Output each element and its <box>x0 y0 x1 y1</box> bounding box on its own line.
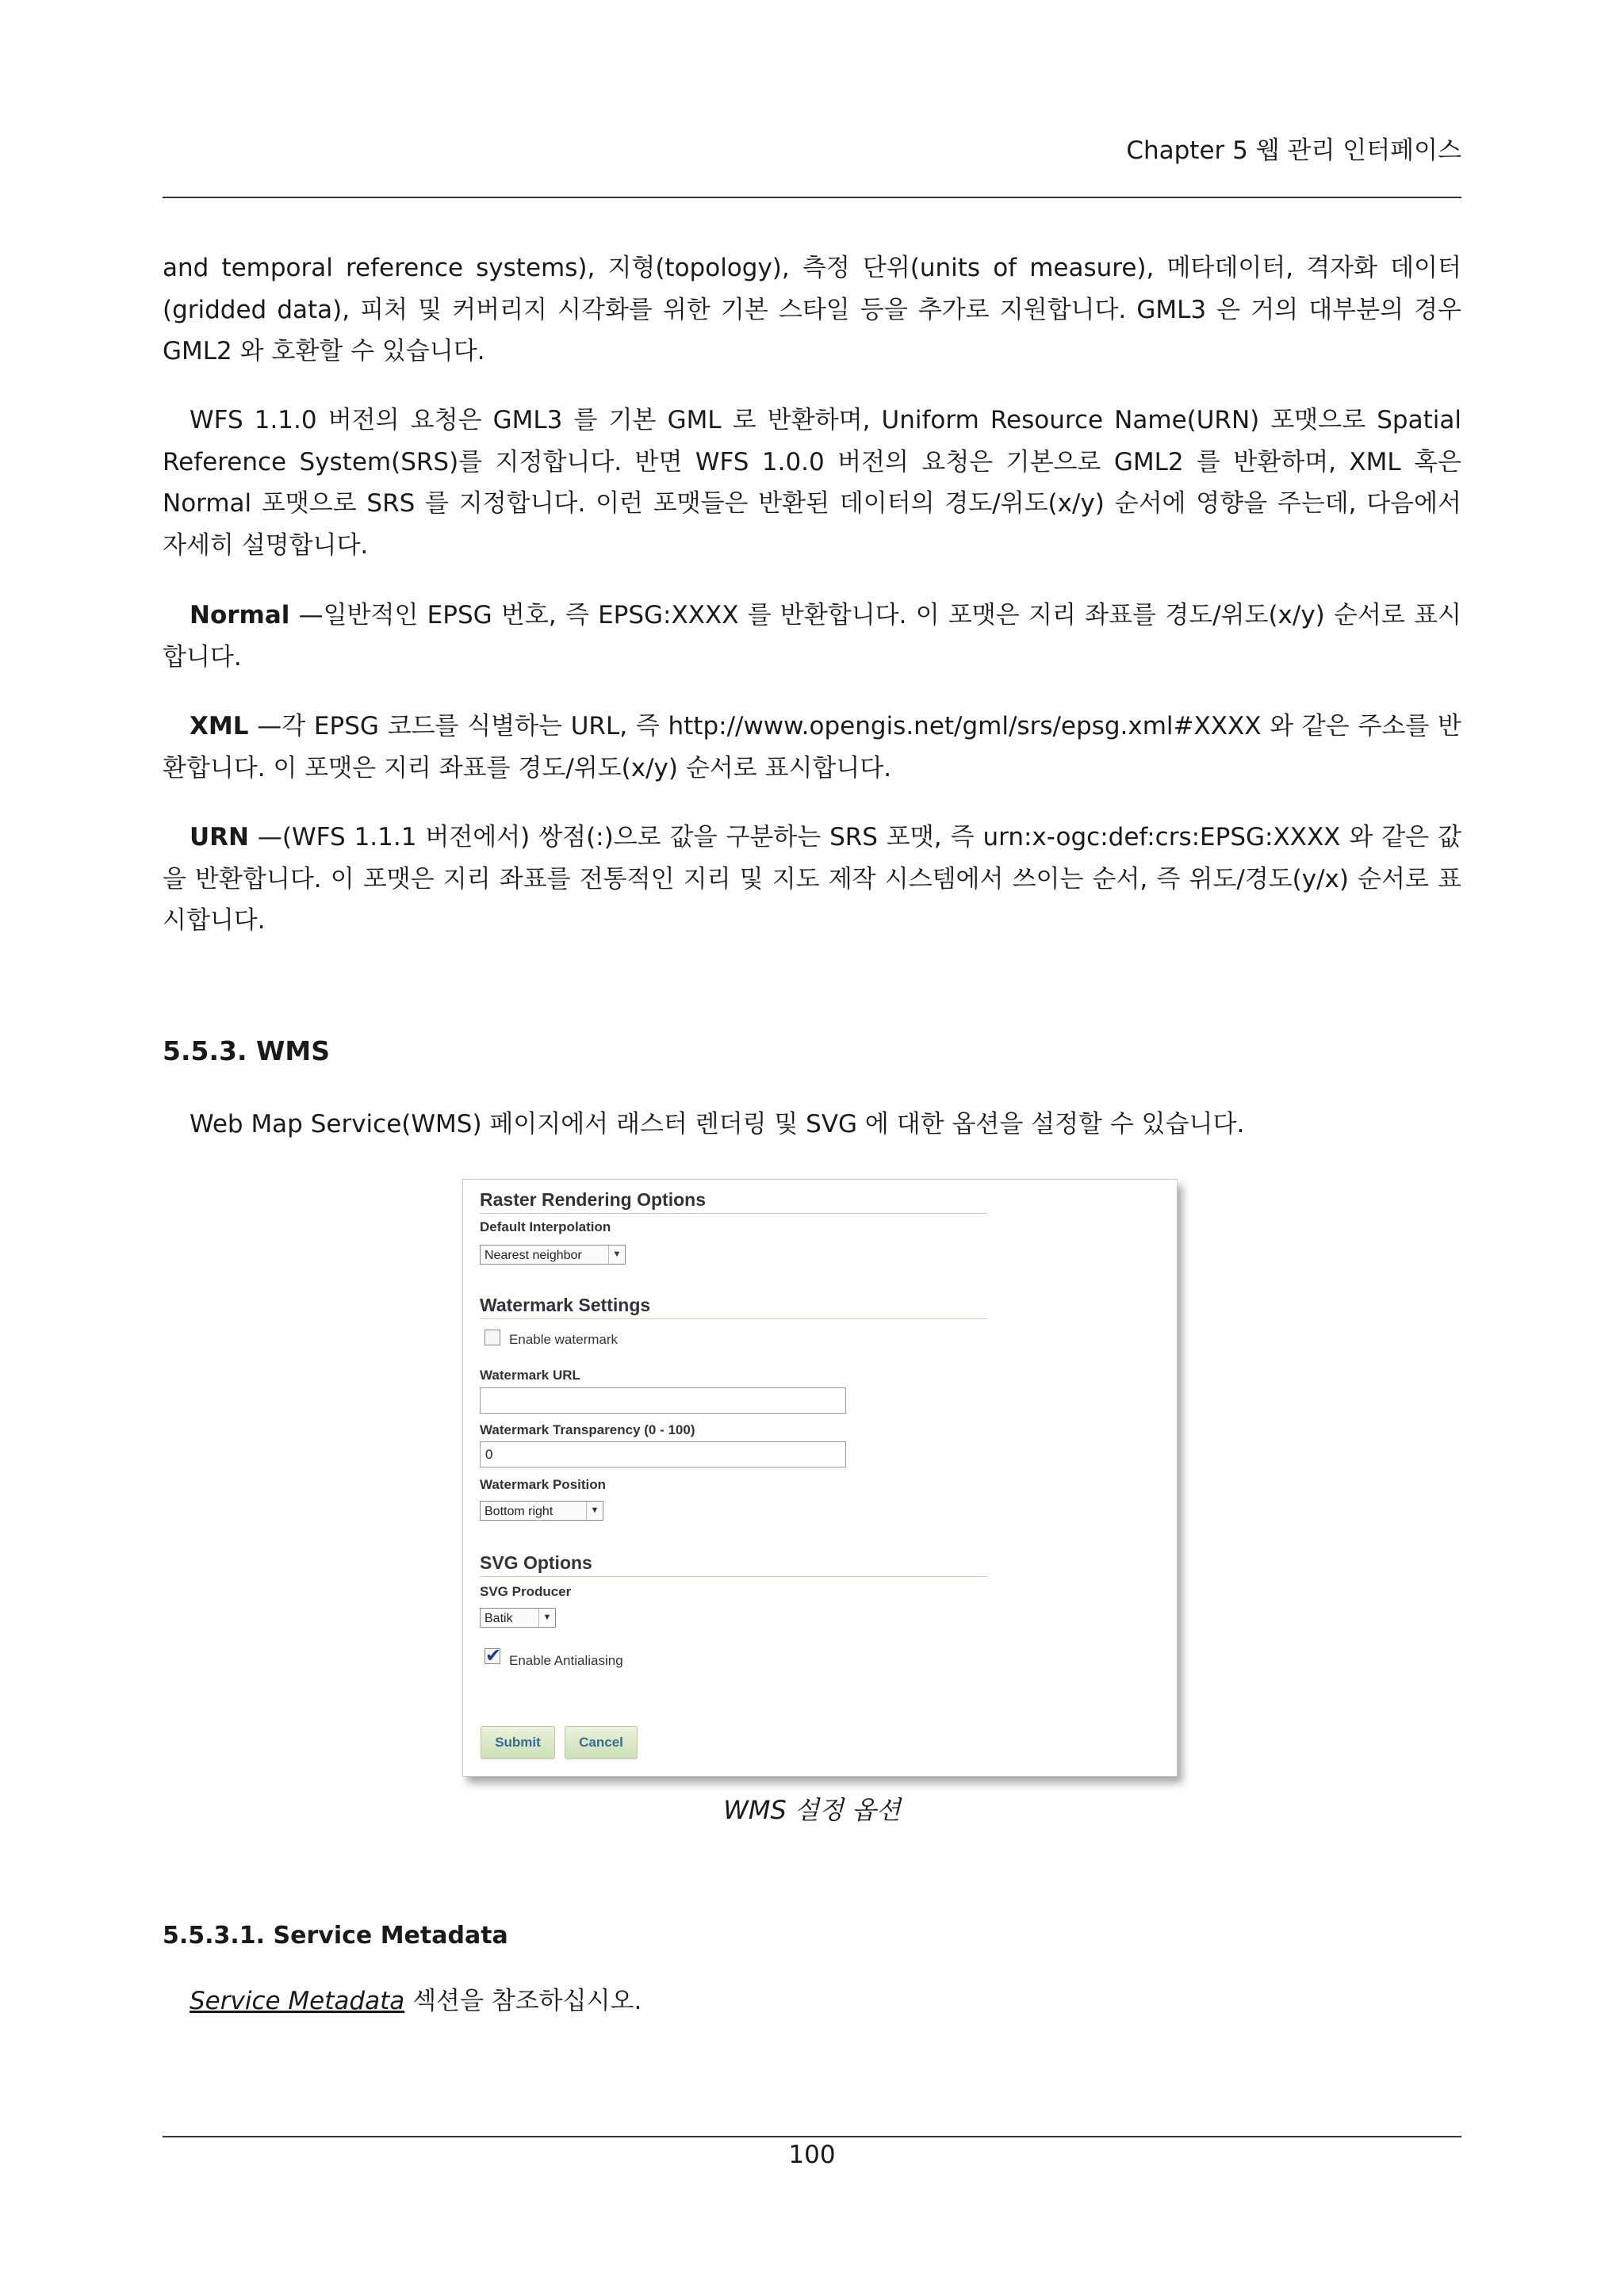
enable-watermark-label: Enable watermark <box>509 1332 619 1347</box>
watermark-position-label: Watermark Position <box>480 1477 607 1492</box>
term-normal: Normal <box>190 601 290 629</box>
section-divider <box>480 1318 987 1319</box>
normal-description: —일반적인 EPSG 번호, 즉 EPSG:XXXX 를 반환합니다. 이 포맷은 지리 좌표를 경도/위도(x/y) 순서로 표시합니다. <box>163 601 1461 672</box>
section-heading-service-metadata: 5.5.3.1. Service Metadata <box>163 1922 508 1950</box>
enable-antialiasing-checkbox[interactable]: ✔ <box>485 1645 502 1667</box>
svg-producer-label: SVG Producer <box>480 1584 572 1599</box>
paragraph-gml3: and temporal reference systems), 지형(topology), 측정 단위(units of measure), 메타데이터, 격자화 데이터(gridded data), 피처 및 커버리지 시각화를 위한 기본 스타일 등을 추가로 지원합니다. GML3 은 거의 대부분의 경우 GML2 와 호환할 수 있습니다. <box>163 254 1461 365</box>
default-interpolation-select[interactable] <box>480 1245 626 1265</box>
chevron-down-icon: ▼ <box>586 1502 603 1520</box>
section-divider <box>480 1576 987 1577</box>
xml-description: —각 EPSG 코드를 식별하는 URL, 즉 http://www.opengis.net/gml/srs/epsg.xml#XXXX 와 같은 주소를 반환합니다. 이 포맷은 지리 좌표를 경도/위도(x/y) 순서로 표시합니다. <box>163 712 1461 783</box>
paragraph-xml <box>163 706 1461 789</box>
watermark-url-input[interactable] <box>480 1387 846 1414</box>
wms-settings-screenshot <box>462 1179 1178 1777</box>
paragraph-normal <box>163 595 1461 678</box>
svg-options-title: SVG Options <box>480 1552 592 1573</box>
urn-description: —(WFS 1.1.1 버전에서) 쌍점(:)으로 값을 구분하는 SRS 포맷, 즉 urn:x-ogc:def:crs:EPSG:XXXX 와 같은 값을 반환합니다. 이 포맷은 지리 좌표를 전통적인 지리 및 지도 제작 시스템에서 쓰이는 순서, 즉 위도/경도(y/x) 순서로 표시합니다. <box>163 823 1461 935</box>
raster-rendering-title: Raster Rendering Options <box>480 1189 706 1210</box>
enable-watermark-checkbox[interactable] <box>485 1330 500 1345</box>
paragraph-urn <box>163 817 1461 942</box>
default-interpolation-value: Nearest neighbor <box>485 1249 582 1262</box>
term-xml: XML <box>190 712 249 740</box>
page-number: 100 <box>788 2141 836 2169</box>
section-divider <box>480 1213 987 1214</box>
paragraph-wfs-versions: WFS 1.1.0 버전의 요청은 GML3 를 기본 GML 로 반환하며, Uniform Resource Name(URN) 포맷으로 Spatial Reference System(SRS)를 지정합니다. 반면 WFS 1.0.0 버전의 요청은 기본으로 GML2 를 반환하며, XML 혹은 Normal 포맷으로 SRS 를 지정합니다. 이런 포맷들은 반환된 데이터의 경도/위도(x/y) 순서에 영향을 주는데, 다음에서 자세히 설명합니다. <box>163 406 1461 560</box>
enable-antialiasing-label: Enable Antialiasing <box>509 1653 623 1668</box>
figure-caption: WMS 설정 옵션 <box>723 1795 901 1825</box>
cancel-button[interactable]: Cancel <box>565 1726 638 1759</box>
default-interpolation-label: Default Interpolation <box>480 1219 611 1234</box>
chevron-down-icon: ▼ <box>538 1609 555 1627</box>
service-metadata-link[interactable]: Service Metadata <box>190 1987 405 2015</box>
watermark-settings-title: Watermark Settings <box>480 1295 651 1315</box>
watermark-transparency-input[interactable]: 0 <box>480 1441 846 1468</box>
footer-divider <box>163 2136 1461 2137</box>
paragraph-service-metadata <box>190 1980 1461 2022</box>
paragraph-wms-intro: Web Map Service(WMS) 페이지에서 래스터 렌더링 및 SVG 에 대한 옵션을 설정할 수 있습니다. <box>190 1110 1245 1138</box>
watermark-position-select[interactable] <box>480 1501 603 1521</box>
service-metadata-text: 섹션을 참조하십시오. <box>404 1987 642 2015</box>
submit-button[interactable]: Submit <box>481 1726 555 1759</box>
chapter-title: Chapter 5 웹 관리 인터페이스 <box>1126 136 1461 165</box>
svg-producer-value: Batik <box>485 1612 513 1625</box>
svg-producer-select[interactable] <box>480 1608 556 1628</box>
watermark-transparency-label: Watermark Transparency (0 - 100) <box>480 1422 695 1437</box>
watermark-position-value: Bottom right <box>485 1505 553 1518</box>
chevron-down-icon: ▼ <box>608 1246 625 1264</box>
section-heading-wms: 5.5.3. WMS <box>163 1035 330 1066</box>
watermark-url-label: Watermark URL <box>480 1368 580 1383</box>
page-header <box>163 127 1461 198</box>
term-urn: URN <box>190 823 249 851</box>
